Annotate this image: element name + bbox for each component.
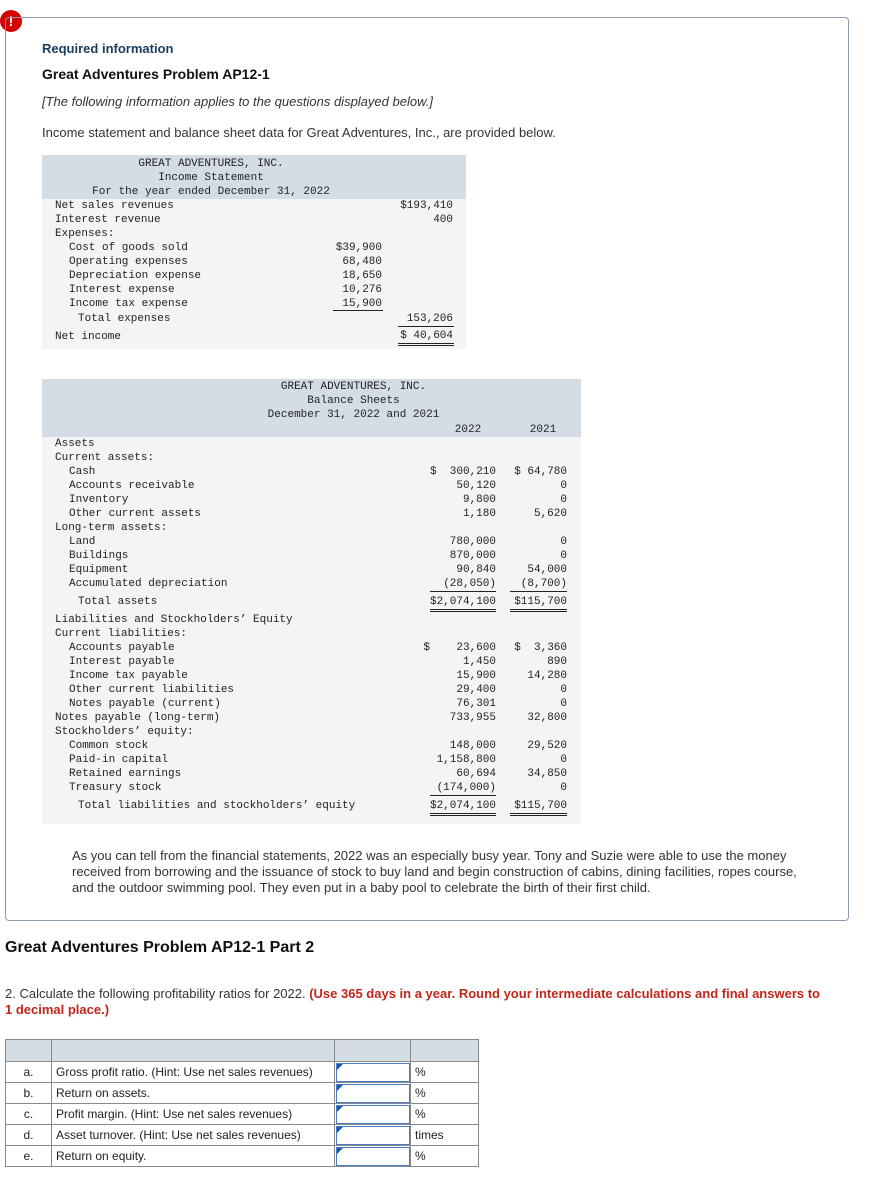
is-period: For the year ended December 31, 2022	[92, 186, 330, 198]
bs-row-label: Liabilities and Stockholders’ Equity	[55, 614, 293, 626]
profit-margin-input[interactable]	[336, 1105, 410, 1124]
is-expense-label: Cost of goods sold	[69, 242, 188, 254]
is-net-sales-value: $193,410	[400, 200, 453, 212]
is-net-income-label: Net income	[55, 331, 122, 343]
bs-value-2021: 14,280	[527, 670, 567, 682]
bs-col-2021: 2021	[529, 424, 557, 436]
is-net-sales-label: Net sales revenues	[55, 200, 174, 212]
bs-row-label: Total liabilities and stockholders’ equity	[78, 800, 356, 812]
unit-label: %	[411, 1146, 479, 1167]
question-instructions: (Use 365 days in a year. Round your intermediate calculations and final answers to 1 decimal place.)	[5, 986, 820, 1017]
bs-rule-line	[430, 795, 496, 796]
bs-row-label: Interest payable	[69, 656, 175, 668]
bs-rule-line	[510, 813, 567, 814]
net-income-double-underline-1	[398, 343, 454, 344]
table-row	[6, 1125, 479, 1146]
total-expenses-underline	[398, 326, 454, 327]
bs-value-2022: 29,400	[456, 684, 496, 696]
is-expense-label: Depreciation expense	[69, 270, 202, 282]
unit-label: %	[411, 1083, 479, 1104]
bs-row-label: Long-term assets:	[55, 522, 168, 534]
row-letter: b.	[6, 1083, 52, 1104]
unit-label: %	[411, 1062, 479, 1083]
is-interest-revenue-label: Interest revenue	[55, 214, 161, 226]
bs-row-label: Paid-in capital	[69, 754, 169, 766]
table-row	[6, 1083, 479, 1104]
bs-row-label: Current liabilities:	[55, 628, 188, 640]
bs-rule-line	[510, 591, 567, 592]
is-total-expenses-value: 153,206	[406, 313, 453, 325]
bs-value-2021: 54,000	[527, 564, 567, 576]
bs-row-label: Accumulated depreciation	[69, 578, 228, 590]
bs-rule-line	[510, 609, 567, 610]
is-expenses-label: Expenses:	[55, 228, 115, 240]
bs-rule-line	[510, 611, 567, 612]
table-row	[6, 1104, 479, 1125]
bs-value-2021: 34,850	[527, 768, 567, 780]
bs-value-2022: 1,450	[462, 656, 496, 668]
alert-icon: !	[0, 10, 22, 32]
bs-row-label: Notes payable (long-term)	[55, 712, 221, 724]
bs-value-2022: 9,800	[462, 494, 496, 506]
problem-title: Great Adventures Problem AP12-1	[42, 66, 270, 82]
bs-value-2021: 0	[560, 698, 567, 710]
bs-value-2022: 76,301	[456, 698, 496, 710]
return-on-equity-input[interactable]	[336, 1147, 410, 1166]
bs-rule-line	[430, 813, 496, 814]
bs-value-2021: 32,800	[527, 712, 567, 724]
bs-value-2021: 0	[560, 782, 567, 794]
bs-period: December 31, 2022 and 2021	[267, 409, 440, 421]
ratio-description: Asset turnover. (Hint: Use net sales revenues)	[52, 1125, 335, 1146]
bs-value-2021: $ 3,360	[514, 642, 567, 654]
is-expense-value: 15,900	[342, 298, 382, 310]
intro-text: Income statement and balance sheet data for Great Adventures, Inc., are provided below.	[42, 125, 556, 140]
bs-row-label: Common stock	[69, 740, 149, 752]
is-expense-label: Interest expense	[69, 284, 175, 296]
unit-label: times	[411, 1125, 479, 1146]
is-expense-value: 10,276	[342, 284, 382, 296]
bs-rule-line	[430, 611, 496, 612]
is-expense-value: $39,900	[335, 242, 382, 254]
is-title: Income Statement	[158, 172, 264, 184]
bs-value-2022: 90,840	[456, 564, 496, 576]
bs-row-label: Retained earnings	[69, 768, 182, 780]
is-expense-label: Operating expenses	[69, 256, 188, 268]
bs-value-2021: 0	[560, 754, 567, 766]
bs-value-2022: 148,000	[449, 740, 496, 752]
bs-row-label: Inventory	[69, 494, 129, 506]
bs-row-label: Accounts payable	[69, 642, 175, 654]
bs-rule-line	[430, 609, 496, 610]
is-total-expenses-label: Total expenses	[78, 313, 171, 325]
bs-value-2021: $ 64,780	[514, 466, 567, 478]
bs-value-2022: 870,000	[449, 550, 496, 562]
ratio-description: Return on assets.	[52, 1083, 335, 1104]
return-on-assets-input[interactable]	[336, 1084, 410, 1103]
is-expense-value: 18,650	[342, 270, 382, 282]
bs-row-label: Accounts receivable	[69, 480, 195, 492]
bs-value-2022: 733,955	[449, 712, 496, 724]
ratio-answer-table	[5, 1039, 479, 1167]
bs-value-2021: 0	[560, 536, 567, 548]
bs-title: Balance Sheets	[307, 395, 400, 407]
required-info-title: Required information	[42, 41, 174, 56]
bs-rule-line	[430, 815, 496, 816]
bs-row-label: Land	[69, 536, 96, 548]
bs-value-2022: 1,180	[462, 508, 496, 520]
table-row	[6, 1062, 479, 1083]
bs-value-2021: (8,700)	[520, 578, 567, 590]
row-letter: c.	[6, 1104, 52, 1125]
bs-value-2021: 0	[560, 684, 567, 696]
table-header-row	[6, 1040, 479, 1062]
bs-value-2022: (28,050)	[443, 578, 496, 590]
bs-value-2021: 0	[560, 550, 567, 562]
bs-value-2022: $2,074,100	[429, 800, 496, 812]
bs-row-label: Buildings	[69, 550, 129, 562]
bs-rule-line	[510, 815, 567, 816]
bs-row-label: Other current assets	[69, 508, 202, 520]
bs-row-label: Current assets:	[55, 452, 155, 464]
question-text: 2. Calculate the following profitability ratios for 2022. (Use 365 days in a year. Round your intermediate calculations and final answers to 1 decimal place.)	[5, 986, 820, 1017]
bs-value-2022: 50,120	[456, 480, 496, 492]
ratio-description: Return on equity.	[52, 1146, 335, 1167]
is-company: GREAT ADVENTURES, INC.	[138, 158, 284, 170]
bs-row-label: Total assets	[78, 596, 158, 608]
ratio-description: Profit margin. (Hint: Use net sales revenues)	[52, 1104, 335, 1125]
bs-value-2021: 0	[560, 480, 567, 492]
bs-value-2021: 5,620	[533, 508, 567, 520]
bs-row-label: Equipment	[69, 564, 129, 576]
bs-value-2021: 0	[560, 494, 567, 506]
bs-value-2022: $2,074,100	[429, 596, 496, 608]
bs-row-label: Income tax payable	[69, 670, 188, 682]
is-net-income-value: $ 40,604	[400, 330, 453, 342]
is-interest-revenue-value: 400	[433, 214, 453, 226]
bs-value-2022: 60,694	[456, 768, 496, 780]
bs-value-2022: $ 300,210	[429, 466, 496, 478]
bs-value-2021: 890	[547, 656, 567, 668]
asset-turnover-input[interactable]	[336, 1126, 410, 1145]
bs-value-2022: 15,900	[456, 670, 496, 682]
bs-rule-line	[430, 591, 496, 592]
ratio-description: Gross profit ratio. (Hint: Use net sales revenues)	[52, 1062, 335, 1083]
gross-profit-ratio-input[interactable]	[336, 1063, 410, 1082]
is-expense-value: 68,480	[342, 256, 382, 268]
unit-label: %	[411, 1104, 479, 1125]
bs-row-label: Stockholders’ equity:	[55, 726, 194, 738]
context-paragraph: As you can tell from the financial statements, 2022 was an especially busy year. Tony and Suzie were able to use the money received from borrowing and the issuance of stock to buy land and begin construction of cabins, dining facilities, ropes course, and the outdoor swimming pool. They even put in a baby pool to celebrate the birth of their first child.	[72, 848, 797, 895]
row-letter: d.	[6, 1125, 52, 1146]
net-income-double-underline-2	[398, 345, 454, 346]
is-expense-label: Income tax expense	[69, 298, 188, 310]
table-row	[6, 1146, 479, 1167]
bs-row-label: Assets	[55, 438, 95, 450]
bs-row-label: Treasury stock	[69, 782, 162, 794]
bs-row-label: Other current liabilities	[69, 684, 235, 696]
bs-col-2022: 2022	[454, 424, 482, 436]
expense-underline	[333, 310, 383, 311]
bs-value-2021: $115,700	[514, 800, 567, 812]
bs-value-2022: (174,000)	[436, 782, 496, 794]
row-letter: e.	[6, 1146, 52, 1167]
bs-row-label: Cash	[69, 466, 96, 478]
bs-value-2022: 1,158,800	[436, 754, 496, 766]
part-title: Great Adventures Problem AP12-1 Part 2	[5, 939, 315, 956]
bs-company: GREAT ADVENTURES, INC.	[280, 381, 427, 393]
bs-value-2021: 29,520	[527, 740, 567, 752]
row-letter: a.	[6, 1062, 52, 1083]
info-note: [The following information applies to the questions displayed below.]	[42, 94, 433, 109]
bs-row-label: Notes payable (current)	[69, 698, 221, 710]
bs-value-2022: $ 23,600	[423, 642, 496, 654]
bs-value-2021: $115,700	[514, 596, 567, 608]
bs-value-2022: 780,000	[449, 536, 496, 548]
